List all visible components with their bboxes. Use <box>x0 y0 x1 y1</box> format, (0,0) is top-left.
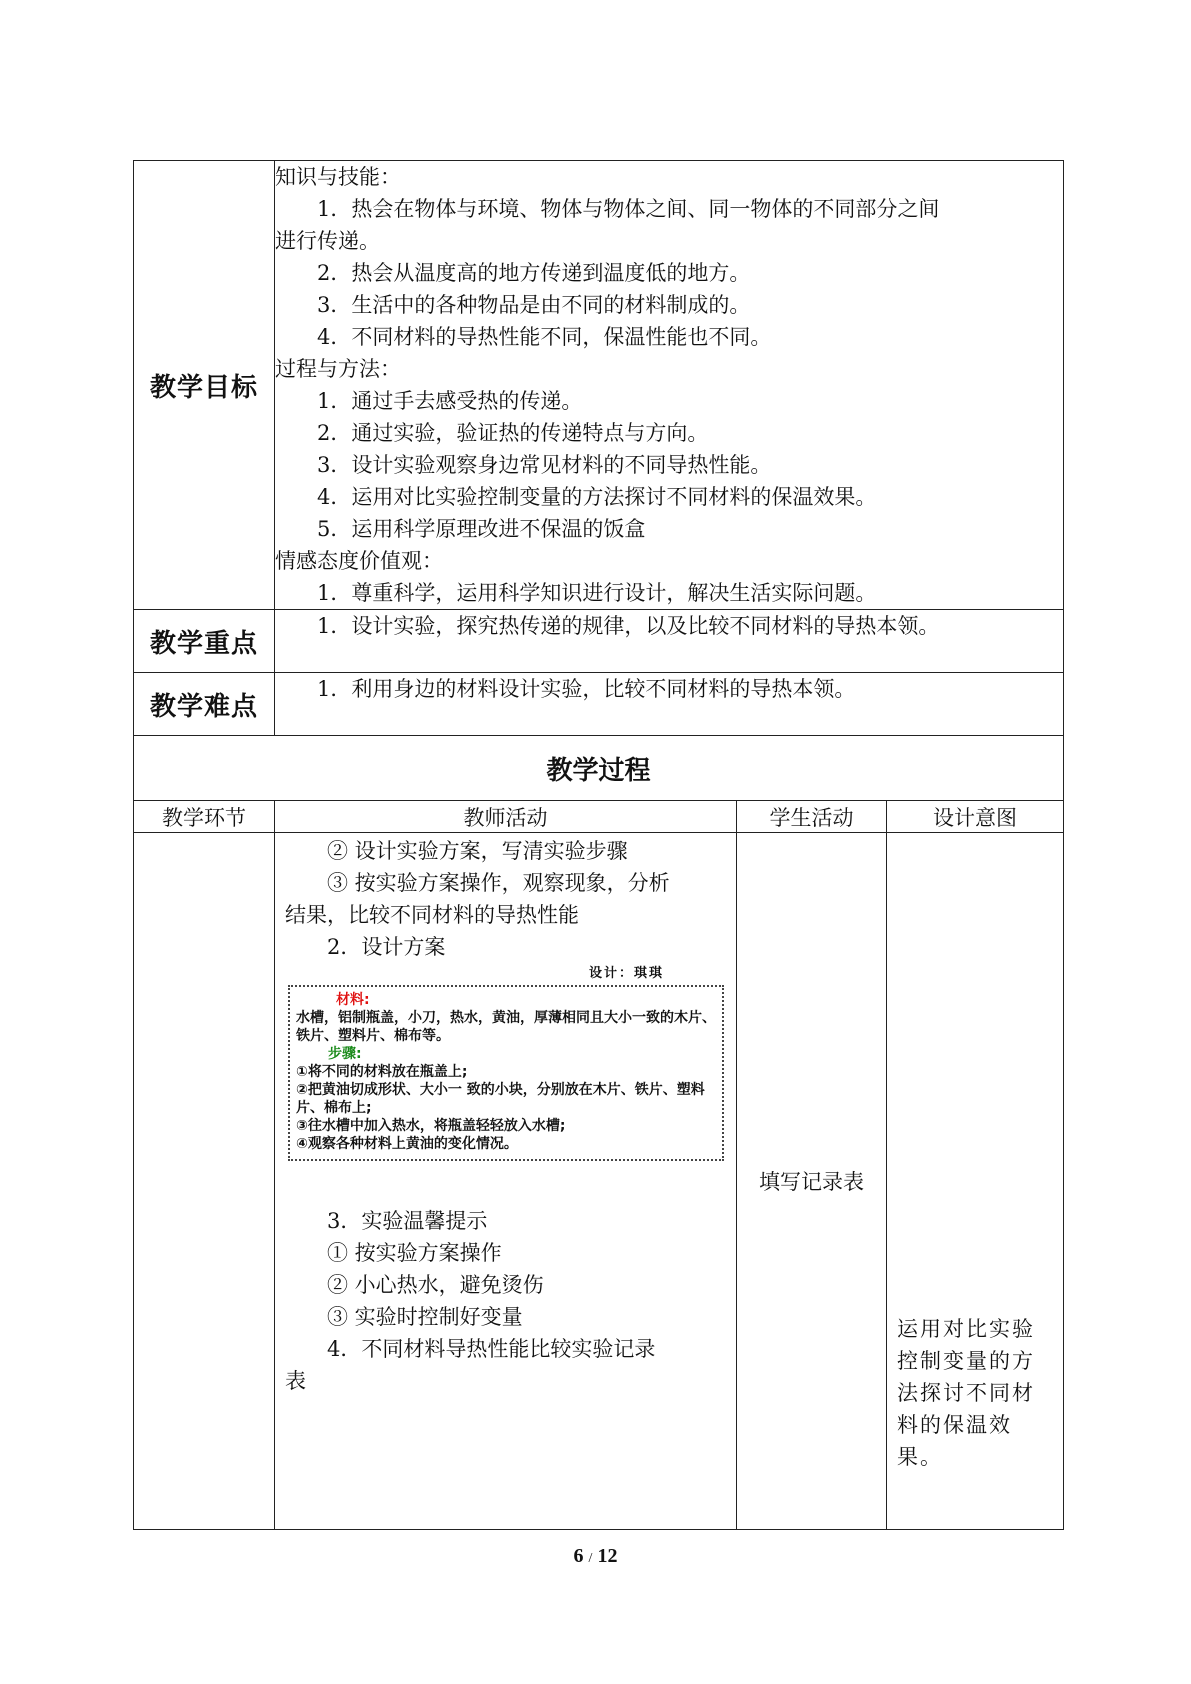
design-intent-cell <box>887 833 1064 1530</box>
teacher-line: 4．不同材料导热性能比较实验记录 <box>327 1337 656 1361</box>
knowledge-item-continuation: 进行传递。 <box>275 229 380 253</box>
teacher-line: ① 按实验方案操作 <box>327 1241 502 1265</box>
step-item: ③往水槽中加入热水，将瓶盖轻轻放入水槽; <box>296 1118 566 1134</box>
spacer <box>897 833 1055 1313</box>
column-header: 教师活动 <box>275 801 737 833</box>
designer-caption: 设计：琪琪 <box>588 966 664 981</box>
process-title: 教学过程 <box>134 736 1064 801</box>
step-item: ①将不同的材料放在瓶盖上; <box>296 1064 468 1080</box>
knowledge-item: 4．不同材料的导热性能不同，保温性能也不同。 <box>317 325 772 349</box>
teacher-line: ② 小心热水，避免烫伤 <box>327 1273 544 1297</box>
objectives-row <box>134 161 1064 610</box>
page-number <box>0 1545 1191 1568</box>
knowledge-item: 3．生活中的各种物品是由不同的材料制成的。 <box>317 293 751 317</box>
materials-label: 材料: <box>336 992 370 1008</box>
teacher-activity-cell <box>275 833 737 1530</box>
difficulties-content <box>275 673 1064 736</box>
teacher-line: ② 设计实验方案，写清实验步骤 <box>327 839 628 863</box>
spacer <box>285 1161 726 1205</box>
attitude-heading: 情感态度价值观： <box>275 549 443 573</box>
step-item: ②把黄油切成形状、大小一 致的小块，分别放在木片、铁片、塑料片、棉布上; <box>296 1082 705 1116</box>
design-intent-text: 运用对比实验控制变量的方法探讨不同材料的保温效果。 <box>897 1317 1035 1469</box>
knowledge-item: 2．热会从温度高的地方传递到温度低的地方。 <box>317 261 751 285</box>
key-points-label: 教学重点 <box>134 610 275 673</box>
process-header-row <box>134 801 1064 833</box>
column-header: 学生活动 <box>737 801 887 833</box>
process-item: 5．运用科学原理改进不保温的饭盒 <box>317 517 646 541</box>
attitude-item: 1．尊重科学，运用科学知识进行设计，解决生活实际问题。 <box>317 581 877 605</box>
steps-label: 步骤: <box>328 1046 362 1062</box>
materials-text: 水槽，铝制瓶盖，小刀，热水，黄油，厚薄相同且大小一致的木片、铁片、塑料片、棉布等。 <box>296 1010 716 1044</box>
knowledge-item: 1．热会在物体与环境、物体与物体之间、同一物体的不同部分之间 <box>317 197 940 221</box>
key-points-text: 1．设计实验，探究热传递的规律，以及比较不同材料的导热本领。 <box>317 614 940 638</box>
column-header: 教学环节 <box>134 801 275 833</box>
page-current: 6 <box>573 1545 584 1567</box>
student-activity-text: 填写记录表 <box>759 1170 864 1194</box>
teacher-line: 3．实验温馨提示 <box>327 1209 488 1233</box>
objectives-content <box>275 161 1064 610</box>
process-item: 4．运用对比实验控制变量的方法探讨不同材料的保温效果。 <box>317 485 877 509</box>
teacher-line: ③ 按实验方案操作，观察现象，分析 <box>327 871 670 895</box>
teacher-line: 2．设计方案 <box>327 935 446 959</box>
teacher-line: ③ 实验时控制好变量 <box>327 1305 523 1329</box>
process-item: 1．通过手去感受热的传递。 <box>317 389 583 413</box>
step-item: ④观察各种材料上黄油的变化情况。 <box>296 1136 518 1152</box>
teaching-stage-cell <box>134 833 275 1530</box>
knowledge-heading: 知识与技能： <box>275 165 401 189</box>
page-total: 12 <box>597 1545 618 1567</box>
page-separator: / <box>588 1551 593 1566</box>
teacher-line-continuation: 表 <box>285 1369 306 1393</box>
process-title-row <box>134 736 1064 801</box>
objectives-label: 教学目标 <box>134 161 275 610</box>
teacher-line-continuation: 结果，比较不同材料的导热性能 <box>285 903 579 927</box>
key-points-row <box>134 610 1064 673</box>
difficulties-label: 教学难点 <box>134 673 275 736</box>
difficulties-row <box>134 673 1064 736</box>
student-activity-cell <box>737 833 887 1530</box>
lesson-plan-table <box>133 160 1064 1530</box>
column-header: 设计意图 <box>887 801 1064 833</box>
experiment-design-box <box>288 985 724 1161</box>
difficulties-text: 1．利用身边的材料设计实验，比较不同材料的导热本领。 <box>317 677 856 701</box>
process-item: 3．设计实验观察身边常见材料的不同导热性能。 <box>317 453 772 477</box>
process-content-row <box>134 833 1064 1530</box>
process-heading: 过程与方法： <box>275 357 401 381</box>
key-points-content <box>275 610 1064 673</box>
process-item: 2．通过实验，验证热的传递特点与方向。 <box>317 421 709 445</box>
